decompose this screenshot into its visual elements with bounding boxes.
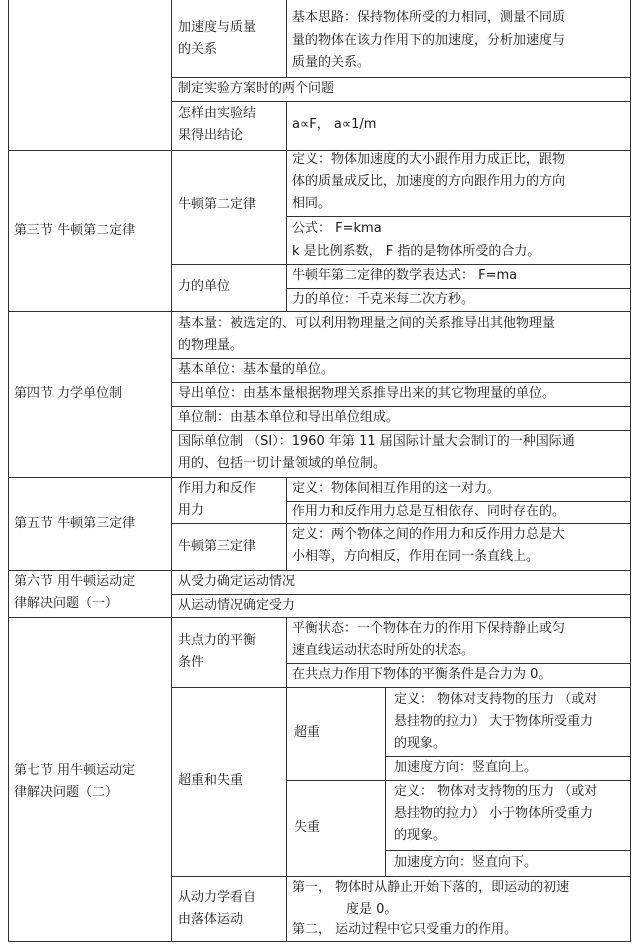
accel-mass-content: 量的物体在该力作用下的加速度，分析加速度与 [292, 33, 566, 48]
conclusion-content: a∝F， a∝1/m [292, 117, 377, 132]
overweight-acceleration: 加速度方向：竖直向上。 [394, 760, 538, 775]
equilibrium-state: 速直线运动状态时所处的状态。 [292, 643, 475, 658]
section-5-title: 第五节 牛顿第三定律 [14, 516, 136, 531]
row-divider-v [286, 0, 287, 77]
action-reaction-note: 作用力和反作用力总是互相依存、同时存在的。 [292, 504, 566, 519]
equilibrium-state: 平衡状态：一个物体在力的作用下保持静止或匀 [292, 621, 566, 636]
second-law-definition: 体的质量成反比，加速度的方向跟作用力的方向 [292, 174, 566, 189]
equilibrium-condition: 在共点力作用下物体的平衡条件是合力为 0。 [292, 667, 552, 682]
overweight-definition: 定义： 物体对支持物的压力 （或对 [394, 692, 598, 707]
equilibrium-label: 共点力的平衡 [178, 633, 257, 648]
section-4-title: 第四节 力学单位制 [14, 386, 123, 401]
section-3-title: 第三节 牛顿第二定律 [14, 223, 136, 238]
overweight-label: 超重 [294, 725, 321, 740]
third-law-definition: 小相等，方向相反，作用在同一条直线上。 [292, 549, 540, 564]
column-divider [171, 0, 172, 942]
section-6-item: 从受力确定运动情况 [178, 574, 296, 589]
action-reaction-label: 用力 [178, 503, 205, 518]
accel-mass-content: 质量的关系。 [292, 55, 371, 70]
action-reaction-definition: 定义：物体间相互作用的这一对力。 [292, 481, 501, 496]
overweight-weightlessness-label: 超重和失重 [178, 773, 244, 788]
row-divider [171, 687, 631, 688]
force-unit-label: 力的单位 [178, 279, 231, 294]
free-fall-point-2: 第二， 运动过程中它只受重力的作用。 [292, 922, 518, 937]
overweight-definition: 的现象。 [394, 736, 447, 751]
second-law-definition: 定义：物体加速度的大小跟作用力成正比，跟物 [292, 152, 566, 167]
free-fall-label: 由落体运动 [178, 912, 244, 927]
table-border-left [8, 0, 9, 942]
unit-system: 单位制：由基本单位和导出单位组成。 [178, 410, 400, 425]
weightlessness-acceleration: 加速度方向：竖直向下。 [394, 855, 538, 870]
si-unit-system: 用的、包括一切计量领域的单位制。 [178, 456, 387, 471]
second-law-k-note: k 是比例系数， F 指的是物体所受的合力。 [292, 244, 541, 259]
section-6-item: 从运动情况确定受力 [178, 598, 296, 613]
section-divider [8, 311, 631, 312]
accel-mass-label: 的关系 [178, 42, 218, 57]
force-unit-expression: 牛顿年第二定律的数学表达式： F=ma [292, 268, 518, 283]
free-fall-point-1: 第一， 物体时从静止开始下落的，即运动的初速 [292, 880, 570, 895]
second-law-label: 牛顿第二定律 [178, 197, 257, 212]
weightlessness-definition: 悬挂物的拉力） 小于物体所受重力 [394, 806, 594, 821]
weightlessness-label: 失重 [294, 820, 321, 835]
overweight-definition: 悬挂物的拉力） 大于物体所受重力 [394, 714, 594, 729]
table-border-right [630, 0, 631, 942]
row-divider [171, 101, 631, 102]
derived-unit: 导出单位：由基本量根据物理关系推导出来的其它物理量的单位。 [178, 386, 556, 401]
row-divider [385, 850, 631, 851]
table-border-bottom [8, 941, 631, 942]
basic-unit: 基本单位：基本量的单位。 [178, 362, 335, 377]
conclusion-label: 怎样由实验结 [178, 106, 257, 121]
second-law-definition: 相同。 [292, 196, 332, 211]
si-unit-system: 国际单位制 （SI）：1960 年第 11 届国际计量大会制订的一种国际通 [178, 434, 575, 449]
third-law-definition: 定义：两个物体之间的作用力和反作用力总是大 [292, 527, 566, 542]
free-fall-point-1: 度是 0。 [346, 902, 398, 917]
two-problems-row: 制定实验方案时的两个问题 [178, 81, 335, 96]
conclusion-label: 果得出结论 [178, 128, 244, 143]
row-divider [286, 216, 631, 217]
row-divider-v [286, 101, 287, 151]
accel-mass-content: 基本思路：保持物体所受的力相同，测量不同质 [292, 10, 566, 25]
section-6-title: 第六节 用牛顿运动定 [14, 574, 136, 589]
action-reaction-label: 作用力和反作 [178, 481, 257, 496]
accel-mass-label: 加速度与质量 [178, 20, 257, 35]
third-law-label: 牛顿第三定律 [178, 539, 257, 554]
weightlessness-definition: 的现象。 [394, 828, 447, 843]
basic-quantity: 基本量：被选定的、可以利用物理量之间的关系推导出其他物理量 [178, 316, 556, 331]
free-fall-label: 从动力学看自 [178, 890, 257, 905]
second-law-formula: 公式： F=kma [292, 221, 382, 236]
row-divider-v [385, 687, 386, 876]
section-7-title: 第七节 用牛顿运动定 [14, 763, 136, 778]
basic-quantity: 的物理量。 [178, 338, 244, 353]
weightlessness-definition: 定义： 物体对支持物的压力 （或对 [394, 784, 598, 799]
force-unit-definition: 力的单位：千克米每二次方秒。 [292, 292, 475, 307]
equilibrium-label: 条件 [178, 655, 205, 670]
row-divider-v [286, 477, 287, 571]
section-6-title: 律解决问题（一） [14, 596, 119, 611]
section-7-title: 律解决问题（二） [14, 785, 119, 800]
